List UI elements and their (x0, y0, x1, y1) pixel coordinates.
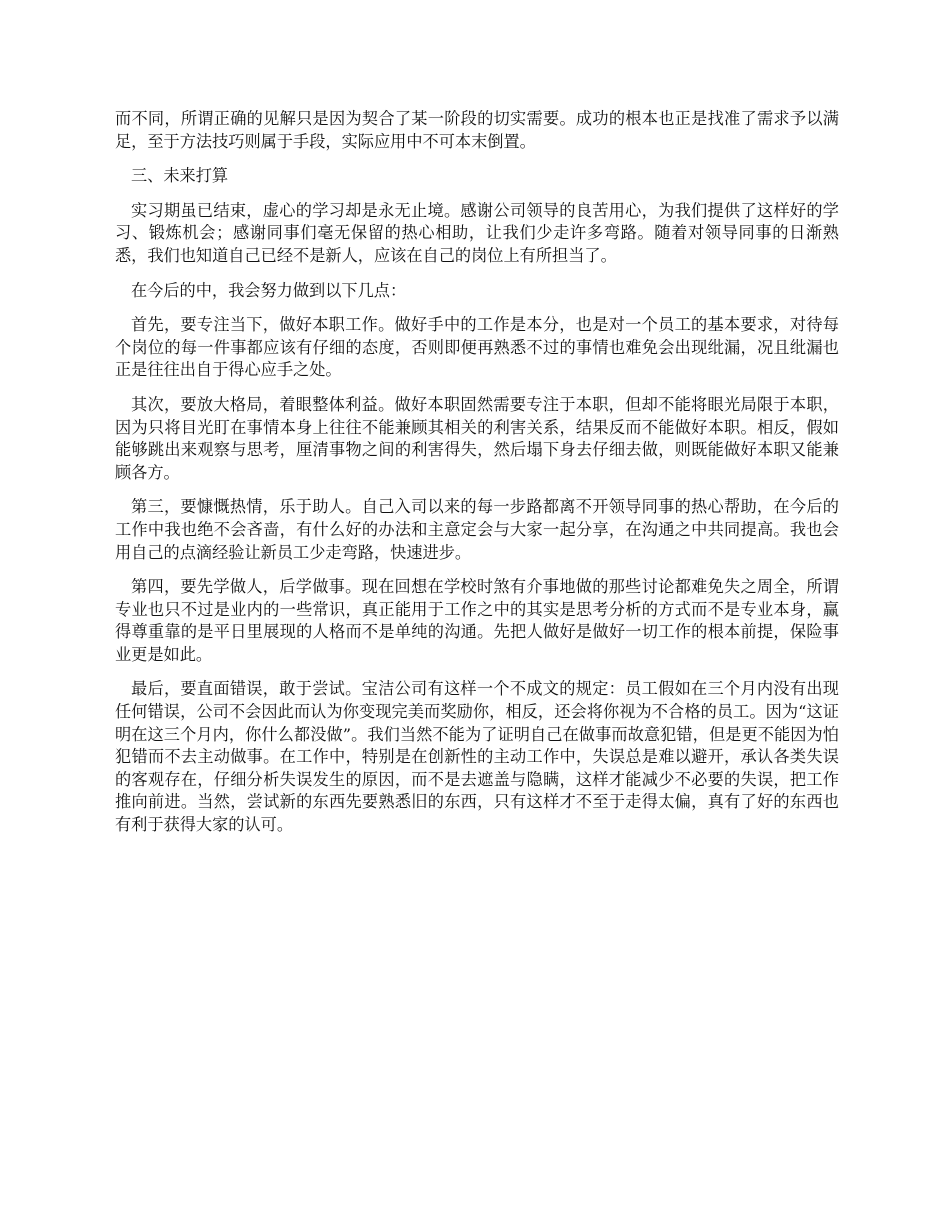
document-page (115, 108, 839, 849)
paragraph: 实习期虽已结束，虚心的学习却是永无止境。感谢公司领导的良苦用心，为我们提供了这样好的学习、锻炼机会；感谢同事们毫无保留的热心相助，让我们少走许多弯路。随着对领导同事的日渐熟悉，我们也知道自己已经不是新人，应该在自己的岗位上有所担当了。 (115, 200, 839, 265)
paragraph: 首先，要专注当下，做好本职工作。做好手中的工作是本分，也是对一个员工的基本要求，对待每个岗位的每一件事都应该有仔细的态度，否则即便再熟悉不过的事情也难免会出现纰漏，况且纰漏也正是往往出自于得心应手之处。 (115, 315, 839, 380)
section-heading: 三、未来打算 (131, 166, 229, 186)
paragraph: 最后，要直面错误，敢于尝试。宝洁公司有这样一个不成文的规定：员工假如在三个月内没有出现任何错误，公司不会因此而认为你变现完美而奖励你，相反，还会将你视为不合格的员工。因为“这证明在这三个月内，你什么都没做”。我们当然不能为了证明自己在做事而故意犯错，但是更不能因为怕犯错而不去主动做事。在工作中，特别是在创新性的主动工作中，失误总是难以避开，承认各类失误的客观存在，仔细分析失误发生的原因，而不是去遮盖与隐瞒，这样才能减少不必要的失误，把工作推向前进。当然，尝试新的东西先要熟悉旧的东西，只有这样才不至于走得太偏，真有了好的东西也有利于获得大家的认可。 (115, 679, 839, 835)
paragraph: 第三，要慷慨热情，乐于助人。自己入司以来的每一步路都离不开领导同事的热心帮助，在今后的工作中我也绝不会吝啬，有什么好的办法和主意定会与大家一起分享，在沟通之中共同提高。我也会用自己的点滴经验让新员工少走弯路，快速进步。 (115, 497, 839, 562)
paragraph-continuation: 而不同，所谓正确的见解只是因为契合了某一阶段的切实需要。成功的根本也正是找准了需求予以满足，至于方法技巧则属于手段，实际应用中不可本末倒置。 (115, 109, 839, 151)
paragraph: 其次，要放大格局，着眼整体利益。做好本职固然需要专注于本职，但却不能将眼光局限于本职，因为只将目光盯在事情本身上往往不能兼顾其相关的利害关系，结果反而不能做好本职。相反，假如能够跳出来观察与思考，厘清事物之间的利害得失，然后塌下身去仔细去做，则既能做好本职又能兼顾各方。 (115, 394, 839, 482)
paragraph: 在今后的中，我会努力做到以下几点： (131, 280, 407, 300)
paragraph: 第四，要先学做人，后学做事。现在回想在学校时煞有介事地做的那些讨论都难免失之周全，所谓专业也只不过是业内的一些常识，真正能用于工作之中的其实是思考分析的方式而不是专业本身，赢得尊重靠的是平日里展现的人格而不是单纯的沟通。先把人做好是做好一切工作的根本前提，保险事业更是如此。 (115, 577, 839, 664)
